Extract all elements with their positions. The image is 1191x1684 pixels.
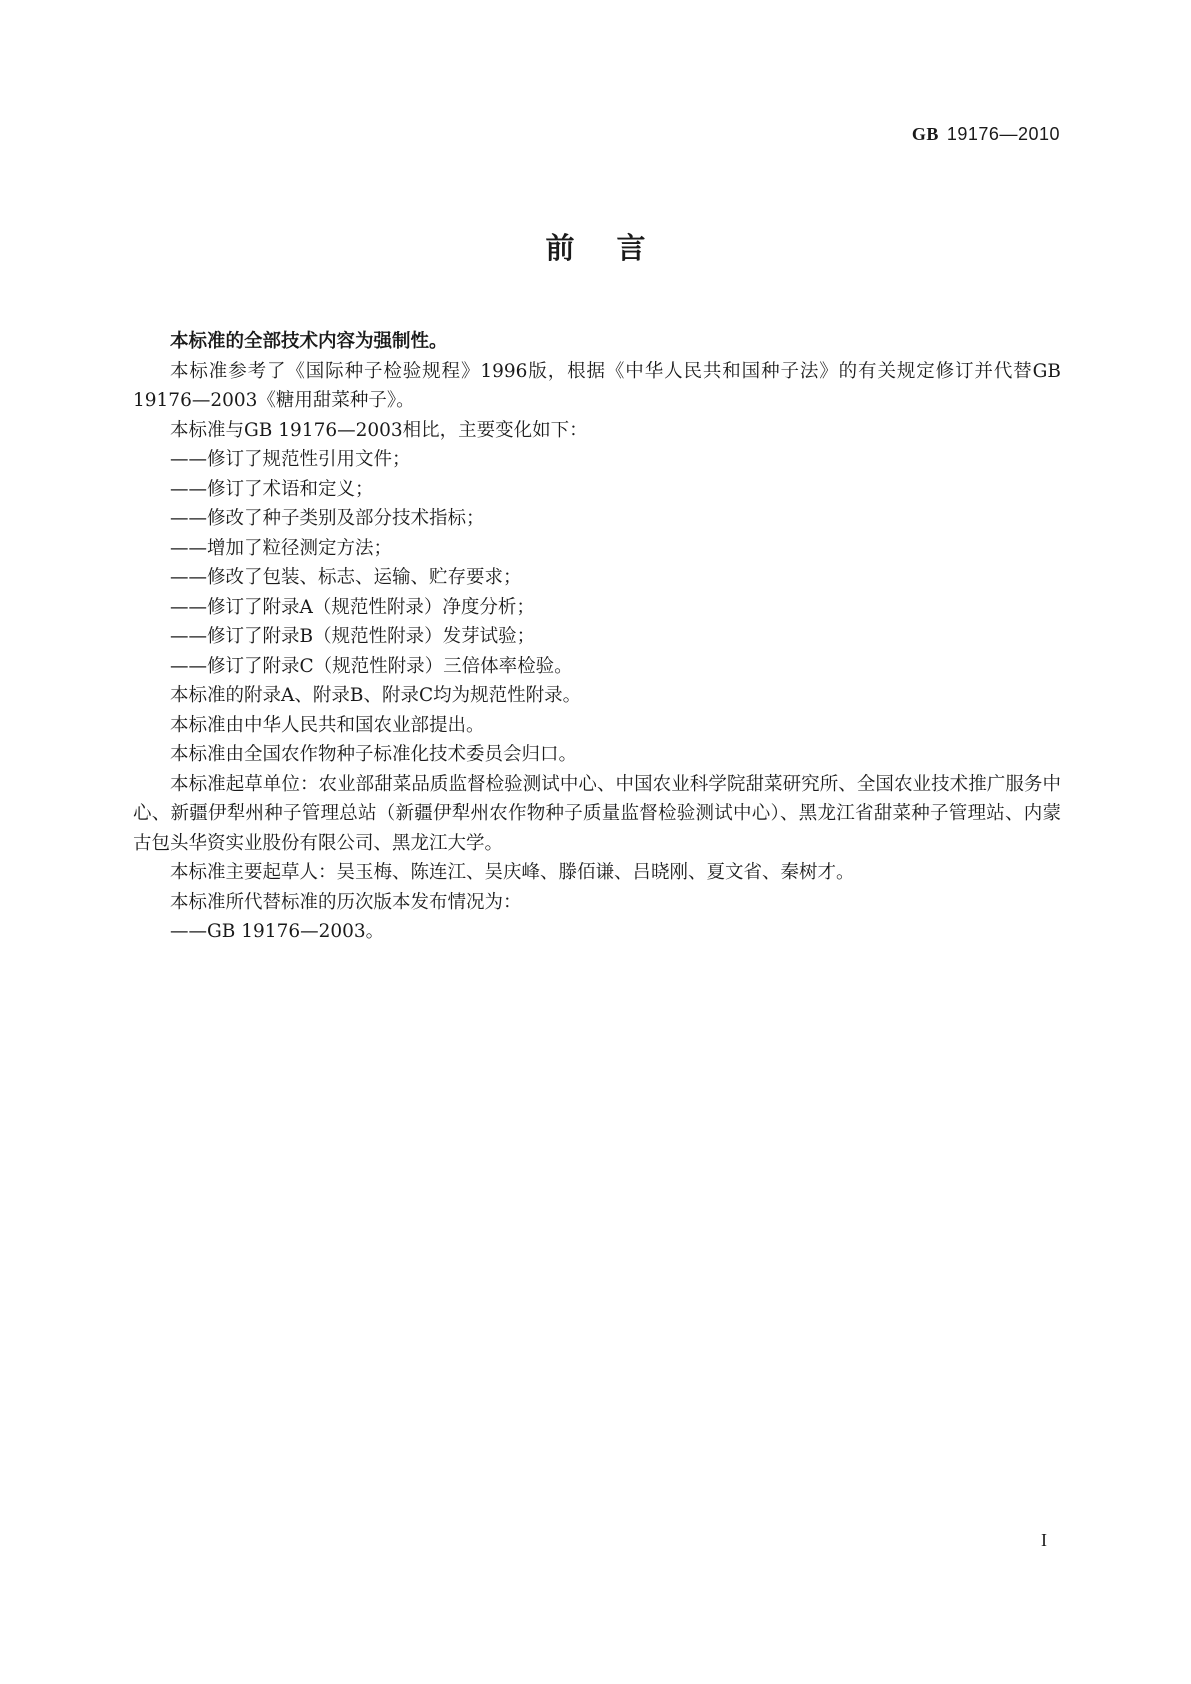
change-item: ——修订了附录B（规范性附录）发芽试验； [170, 626, 536, 647]
paragraph-drafters: 本标准主要起草人：吴玉梅、陈连江、吴庆峰、滕佰谦、吕晓刚、夏文省、秦树才。 [170, 862, 855, 883]
change-item: ——修改了种子类别及部分技术指标； [170, 508, 485, 529]
page-title: 前言 [545, 231, 688, 265]
standard-code [912, 124, 1060, 145]
paragraph-reference: 本标准参考了《国际种子检验规程》1996版，根据《中华人民共和国种子法》的有关规定修订并代替GB 19176—2003《糖用甜菜种子》。 [133, 360, 1061, 411]
page-number: I [1041, 1530, 1047, 1550]
paragraph-drafting-units: 本标准起草单位：农业部甜菜品质监督检验测试中心、中国农业科学院甜菜研究所、全国农业技术推广服务中心、新疆伊犁州种子管理总站（新疆伊犁州农作物种子质量监督检验测试中心）、黑龙江省甜菜种子管理站、内蒙古包头华资实业股份有限公司、黑龙江大学。 [133, 773, 1061, 854]
paragraph-history-intro: 本标准所代替标准的历次版本发布情况为： [170, 891, 522, 913]
change-item: ——修订了术语和定义； [170, 478, 374, 500]
foreword-body [133, 327, 1061, 947]
standard-code-number: 19176—2010 [946, 124, 1060, 144]
paragraph-appendices: 本标准的附录A、附录B、附录C均为规范性附录。 [170, 685, 582, 706]
paragraph-committee: 本标准由全国农作物种子标准化技术委员会归口。 [170, 744, 578, 765]
change-item: ——修订了附录A（规范性附录）净度分析； [170, 596, 535, 618]
change-item: ——修订了附录C（规范性附录）三倍体率检验。 [170, 655, 573, 677]
paragraph-changes-intro: 本标准与GB 19176—2003相比，主要变化如下： [170, 419, 588, 441]
change-item: ——修订了规范性引用文件； [170, 449, 411, 470]
change-item: ——修改了包装、标志、运输、贮存要求； [170, 567, 522, 588]
paragraph-proposer: 本标准由中华人民共和国农业部提出。 [170, 714, 485, 736]
paragraph-mandatory: 本标准的全部技术内容为强制性。 [170, 331, 448, 352]
history-item: ——GB 19176—2003。 [170, 921, 385, 942]
change-item: ——增加了粒径测定方法； [170, 537, 393, 559]
standard-code-prefix: GB [911, 124, 939, 144]
